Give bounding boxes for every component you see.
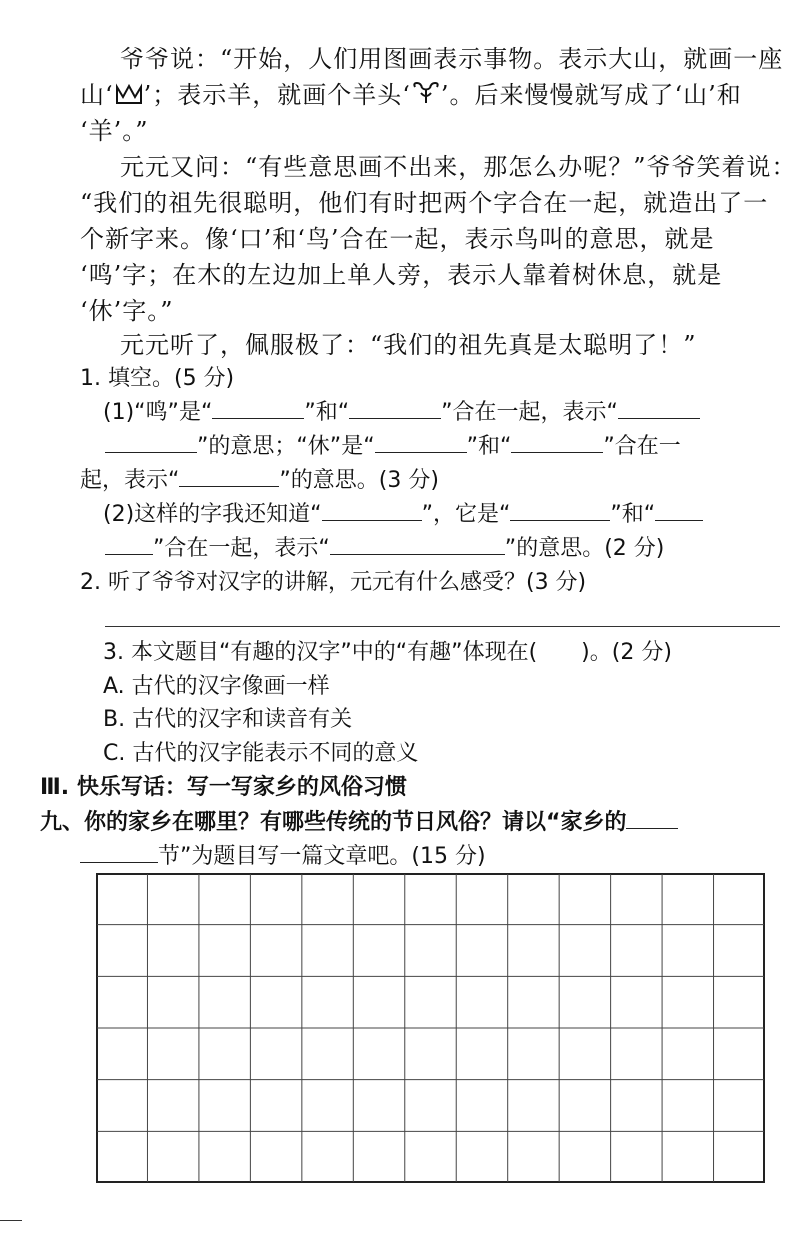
writing-grid[interactable] [96,873,765,1183]
answer-blank[interactable] [618,396,700,419]
passage-line: ‘鸣’字；在木的左边加上单人旁，表示人靠着树休息，就是 [80,261,723,289]
question-9-line: 节”为题目写一篇文章吧。(15 分) [80,840,486,874]
question-3-title: 3. 本文题目“有趣的汉字”中的“有趣”体现在( )。(2 分) [103,640,672,665]
sheep-head-pictograph-icon [411,80,441,114]
answer-blank[interactable] [105,532,153,555]
answer-blank[interactable] [511,430,603,453]
answer-blank[interactable] [105,430,197,453]
option-a[interactable]: A. 古代的汉字像画一样 [103,674,330,699]
passage-line: 元元听了，佩服极了：“我们的祖先真是太聪明了！” [120,331,697,359]
question-9-line: 九、你的家乡在哪里？有哪些传统的节日风俗？请以“家乡的 [40,806,678,840]
question-1-1-line: (1)“鸣”是“ ”和“ ”合在一起，表示“ [103,396,700,430]
answer-line[interactable] [105,626,780,627]
question-1-2-line: ”合在一起，表示“ ”的意思。(2 分) [105,532,664,566]
question-1-1-line: ”的意思；“休”是“ ”和“ ”合在一 [105,430,681,464]
passage-line: 个新字来。像‘口’和‘鸟’合在一起，表示鸟叫的意思，就是 [80,225,715,253]
question-1-2-line: (2)这样的字我还知道“ ”，它是“ ”和“ [103,498,703,532]
option-c[interactable]: C. 古代的汉字能表示不同的意义 [103,741,419,766]
answer-blank[interactable] [349,396,441,419]
answer-blank[interactable] [80,840,158,863]
answer-blank[interactable] [375,430,467,453]
question-1-1-line: 起，表示“ ”的意思。(3 分) [80,464,439,498]
option-b[interactable]: B. 古代的汉字和读音有关 [103,707,353,732]
answer-blank[interactable] [322,498,422,521]
answer-blank[interactable] [330,532,505,555]
answer-blank[interactable] [510,498,610,521]
passage-line: ‘羊’。” [80,117,149,145]
page-edge-mark [0,1220,22,1221]
passage-line: 元元又问：“有些意思画不出来，那怎么办呢？”爷爷笑着说： [120,153,797,181]
passage-line: 山‘ ’；表示羊，就画个羊头‘ ’。后来慢慢就写成了‘山’和 [80,78,742,114]
passage-line: “我们的祖先很聪明，他们有时把两个字合在一起，就造出了一 [80,189,769,217]
passage-line: ‘休’字。” [80,297,174,325]
question-2-title: 2. 听了爷爷对汉字的讲解，元元有什么感受？(3 分) [80,570,587,595]
answer-blank[interactable] [655,498,703,521]
answer-blank[interactable] [626,806,678,829]
mountain-pictograph-icon [114,80,144,114]
answer-blank[interactable] [179,464,279,487]
section-3-heading: Ⅲ. 快乐写话：写一写家乡的风俗习惯 [40,775,407,800]
answer-blank[interactable] [212,396,304,419]
passage-line: 爷爷说：“开始，人们用图画表示事物。表示大山，就画一座 [120,45,784,73]
question-1-title: 1. 填空。(5 分) [80,366,235,391]
